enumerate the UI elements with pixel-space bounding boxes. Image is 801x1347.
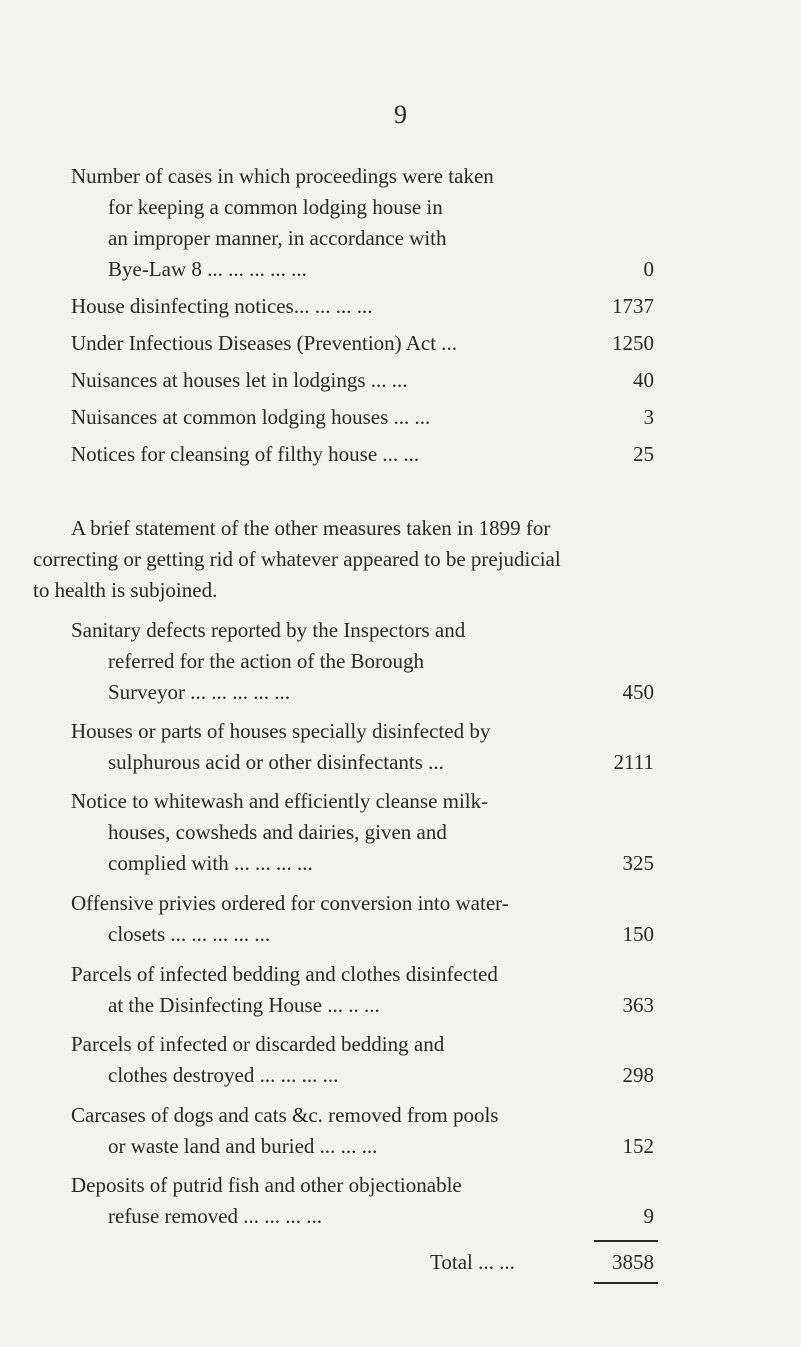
row-text-line: Deposits of putrid fish and other objectionable: [71, 1173, 462, 1197]
row-value: 363: [622, 993, 654, 1017]
row-text-line: closets ... ... ... ... ...: [108, 922, 271, 946]
total-rule-top: [594, 1240, 658, 1242]
row-text-line: Houses or parts of houses specially disinfected by: [71, 719, 491, 743]
row-text-line: clothes destroyed ... ... ... ...: [108, 1063, 339, 1087]
row-text-line: House disinfecting notices... ... ... ...: [71, 294, 373, 318]
row-text-line: Notices for cleansing of filthy house ... ...: [71, 442, 420, 466]
row-text-line: Notice to whitewash and efficiently cleanse milk-: [71, 789, 489, 813]
row-value: 0: [643, 257, 654, 281]
row-text-line: Surveyor ... ... ... ... ...: [108, 680, 290, 704]
row-text-line: or waste land and buried ... ... ...: [108, 1134, 378, 1158]
row-value: 25: [633, 442, 654, 466]
row-value: 325: [622, 851, 654, 875]
row-text-line: Number of cases in which proceedings were taken: [71, 164, 494, 188]
row-text-line: Sanitary defects reported by the Inspectors and: [71, 618, 466, 642]
row-value: 1737: [612, 294, 654, 318]
row-text-line: complied with ... ... ... ...: [108, 851, 313, 875]
row-value: 2111: [613, 750, 654, 774]
total-label: Total ... ...: [430, 1250, 515, 1274]
row-text-line: Bye-Law 8 ... ... ... ... ...: [108, 257, 307, 281]
row-text-line: Offensive privies ordered for conversion into water-: [71, 891, 509, 915]
row-text-line: Parcels of infected or discarded bedding and: [71, 1032, 445, 1056]
row-text-line: Carcases of dogs and cats &c. removed from pools: [71, 1103, 499, 1127]
row-value: 3: [643, 405, 654, 429]
row-text-line: Under Infectious Diseases (Prevention) Act ...: [71, 331, 458, 355]
row-text-line: houses, cowsheds and dairies, given and: [108, 820, 447, 844]
page-number: 9: [394, 100, 407, 129]
paragraph-line: A brief statement of the other measures taken in 1899 for: [71, 516, 551, 540]
row-text-line: sulphurous acid or other disinfectants ...: [108, 750, 444, 774]
paragraph-line: to health is subjoined.: [33, 578, 218, 602]
row-text-line: Nuisances at common lodging houses ... ...: [71, 405, 431, 429]
row-value: 152: [622, 1134, 654, 1158]
row-value: 298: [622, 1063, 654, 1087]
row-text-line: refuse removed ... ... ... ...: [108, 1204, 323, 1228]
row-value: 150: [622, 922, 654, 946]
total-rule-bottom: [594, 1282, 658, 1284]
row-text-line: referred for the action of the Borough: [108, 649, 425, 673]
row-text-line: Parcels of infected bedding and clothes disinfected: [71, 962, 498, 986]
row-value: 40: [633, 368, 654, 392]
row-text-line: at the Disinfecting House ... .. ...: [108, 993, 380, 1017]
row-value: 9: [643, 1204, 654, 1228]
total-value: 3858: [612, 1250, 654, 1274]
row-text-line: Nuisances at houses let in lodgings ... ...: [71, 368, 408, 392]
row-text-line: an improper manner, in accordance with: [108, 226, 447, 250]
row-value: 1250: [612, 331, 654, 355]
row-value: 450: [622, 680, 654, 704]
paragraph-line: correcting or getting rid of whatever appeared to be prejudicial: [33, 547, 561, 571]
row-text-line: for keeping a common lodging house in: [108, 195, 443, 219]
